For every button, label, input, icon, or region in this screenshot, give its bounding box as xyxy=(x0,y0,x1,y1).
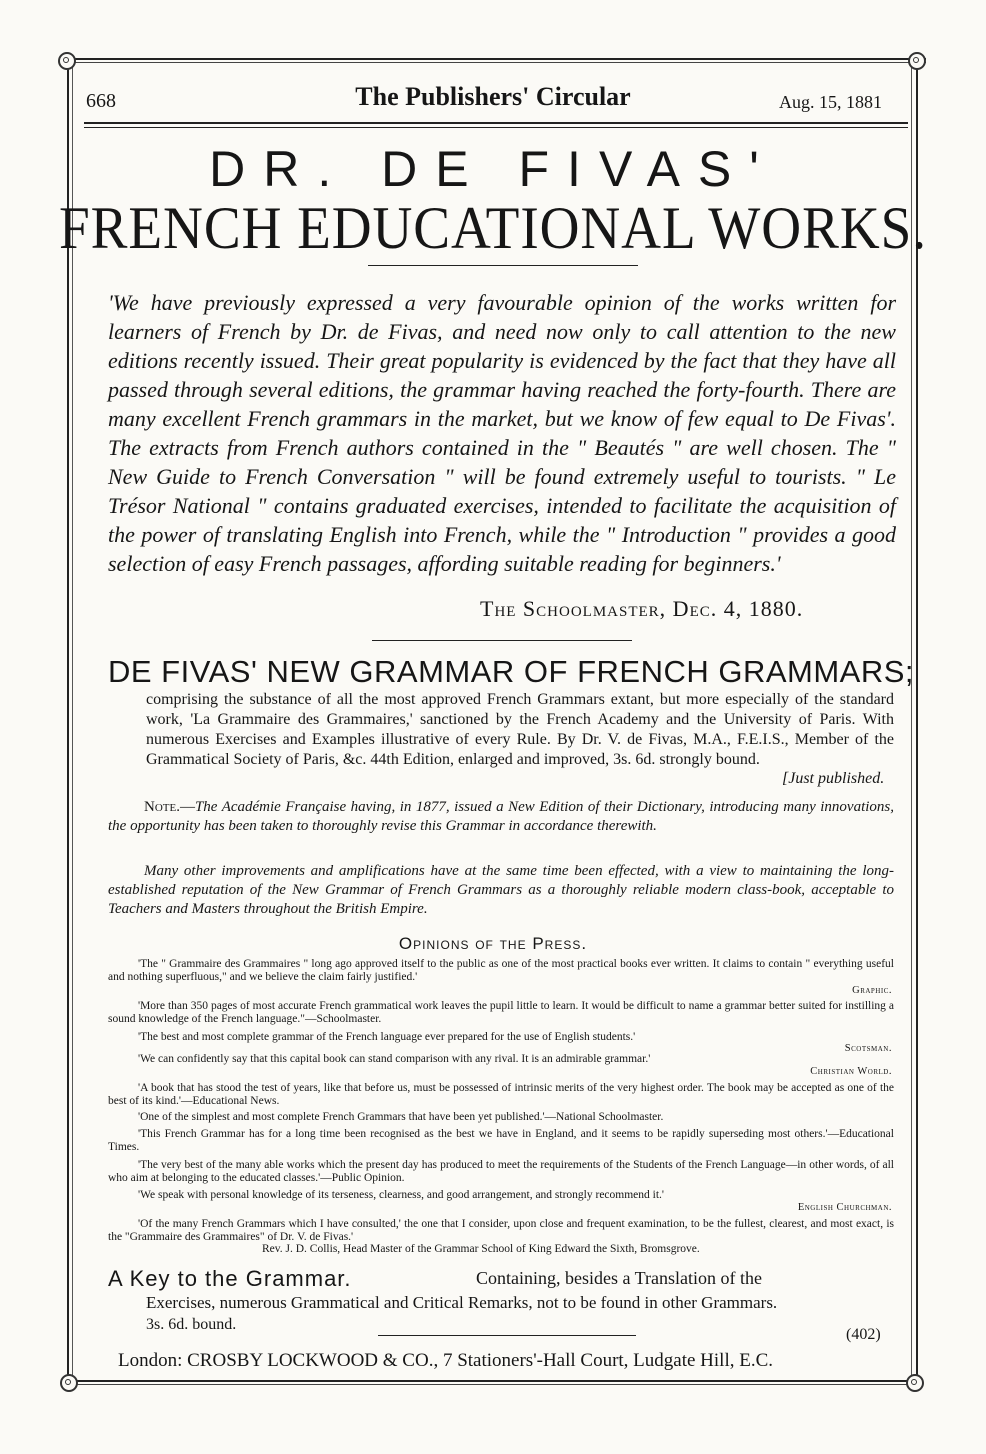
press-quote: 'The best and most complete grammar of the French language ever prepared for the use of English students.' xyxy=(138,1031,636,1043)
key-heading: A Key to the Grammar. xyxy=(108,1266,352,1291)
quote-signature: Rev. J. D. Collis, Head Master of the Grammar School of King Edward the Sixth, Bromsgrove. xyxy=(262,1243,700,1255)
press-quote: 'A book that has stood the test of years, like that before us, must be possessed of intrinsic merits of the very highest order. The book may be accepted as one of the best of its kind.'—Educational News. xyxy=(108,1082,894,1107)
press-quote: 'The very best of the many able works which the present day has produced to meet the requirements of the Students of the French Language—in other words, of all who aim at belonging to the educated classes.'—Public Opinion. xyxy=(108,1159,894,1184)
press-quote: 'We can confidently say that this capital book can stand comparison with any rival. It is an admirable grammar.' xyxy=(138,1053,651,1065)
running-title: The Publishers' Circular xyxy=(355,82,631,111)
divider xyxy=(368,265,638,266)
press-quote: 'One of the simplest and most complete French Grammars that have been yet published.'—National Schoolmaster. xyxy=(138,1111,664,1123)
review-quote: 'We have previously expressed a very favourable opinion of the works written for learners of French by Dr. de Fivas, and need now only to call attention to the new editions recently issued. Their great popularity is evidenced by the fact that they have all passed through several editions, the grammar having reached the forty-fourth. There are many excellent French grammars in the market, but we know of few equal to De Fivas'. The extracts from French authors contained in the " Beautés " are well chosen. The " New Guide to French Conversation " will be found extremely useful to tourists. " Le Trésor National " contains graduated exercises, intended to facilitate the acquisition of the power of translating English into French, while the " Introduction " provides a good selection of easy French passages, affording suitable reading for beginners.' xyxy=(108,290,896,576)
note-paragraph xyxy=(108,798,894,836)
publication-status: [Just published. xyxy=(782,770,885,787)
press-quote: 'We speak with personal knowledge of its terseness, clearness, and good arrangement, and strongly recommend it.' xyxy=(138,1189,664,1201)
main-title: FRENCH EDUCATIONAL WORKS. xyxy=(59,195,927,261)
press-quote: 'Of the many French Grammars which I have consulted,' the one that I consider, upon close and frequent examination, to be the fullest, clearest, and most exact, is the "Grammaire des Grammaires" of Dr. V. de Fivas.' xyxy=(108,1218,894,1243)
frame-border-bottom xyxy=(64,1380,922,1382)
frame-border-bottom-inner xyxy=(64,1384,922,1385)
note-label: Note.— xyxy=(144,799,195,815)
press-quote: 'More than 350 pages of most accurate French grammatical work leaves the pupil little to learn. It would be difficult to name a grammar better suited for instilling a sound knowledge of the French language."—Schoolmaster. xyxy=(108,1000,894,1025)
issue-date: Aug. 15, 1881 xyxy=(779,92,882,112)
ad-number: (402) xyxy=(846,1326,881,1343)
divider xyxy=(378,1335,636,1336)
publisher-imprint: London: CROSBY LOCKWOOD & CO., 7 Stationers'-Hall Court, Ludgate Hill, E.C. xyxy=(118,1350,774,1371)
frame-border-top xyxy=(60,58,926,60)
review-source: The Schoolmaster, Dec. 4, 1880. xyxy=(480,596,804,621)
ornament-corner-icon xyxy=(906,1374,924,1392)
press-quote: 'This French Grammar has for a long time been recognised as the best we have in England, and it seems to be rapidly superseding most others.'—Educational Times. xyxy=(108,1128,894,1153)
press-quote-source: Scotsman. xyxy=(844,1043,892,1054)
note-text: The Académie Française having, in 1877, issued a New Edition of their Dictionary, introducing many innovations, the opportunity has been taken to thoroughly revise this Grammar in accordance therewith. xyxy=(108,799,894,834)
press-quote-source: Graphic. xyxy=(852,985,892,996)
opinions-heading: Opinions of the Press. xyxy=(398,934,588,953)
press-quote-source: English Churchman. xyxy=(797,1202,892,1213)
press-quote: 'The " Grammaire des Grammaires " long ago approved itself to the public as one of the most practical books ever written. It claims to contain " everything useful and nothing superfluous," and we believe the claim fairly justified.' xyxy=(108,958,894,983)
author-line: DR. DE FIVAS' xyxy=(209,141,777,197)
improvements-paragraph: Many other improvements and amplifications have at the same time been effected, with a view to maintaining the long-established reputation of the New Grammar of French Grammars as a thoroughly reliable modern class-book, acceptable to Teachers and Masters throughout the British Empire. xyxy=(108,863,894,917)
grammar-heading: DE FIVAS' NEW GRAMMAR OF FRENCH GRAMMARS; xyxy=(108,654,915,689)
header-rule xyxy=(84,127,908,128)
key-description-continued: Exercises, numerous Grammatical and Critical Remarks, not to be found in other Grammars. xyxy=(146,1293,778,1312)
grammar-description: comprising the substance of all the most approved French Grammars extant, but more especially of the standard work, 'La Grammaire des Grammaires,' sanctioned by the French Academy and the University of Paris. With numerous Exercises and Examples illustrative of every Rule. By Dr. V. de Fivas, M.A., F.E.I.S., Member of the Grammatical Society of Paris, &c. 44th Edition, enlarged and improved, 3s. 6d. strongly bound. xyxy=(146,691,894,768)
press-quote-source: Christian World. xyxy=(810,1066,892,1077)
ornament-corner-icon xyxy=(908,52,926,70)
ornament-corner-icon xyxy=(58,52,76,70)
header-rule xyxy=(84,122,908,124)
key-description: Containing, besides a Translation of the xyxy=(476,1268,762,1288)
divider xyxy=(372,640,632,641)
key-price: 3s. 6d. bound. xyxy=(146,1316,237,1333)
frame-border-top-inner xyxy=(60,62,926,63)
ornament-corner-icon xyxy=(60,1374,78,1392)
page-number: 668 xyxy=(86,90,116,112)
